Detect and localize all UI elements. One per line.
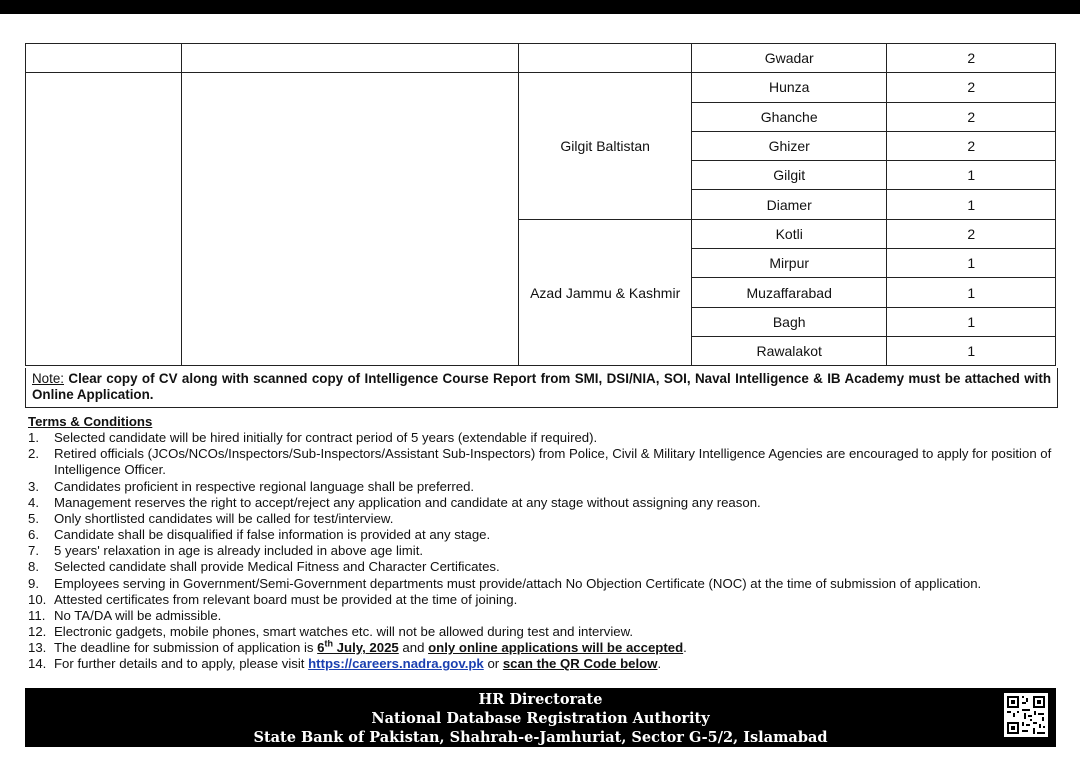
- footer-line-authority: National Database Registration Authority: [371, 710, 710, 727]
- item-text: Employees serving in Government/Semi-Government departments must provide/attach No Objection Certificate (NOC) at the time of submission of application.: [54, 575, 982, 591]
- list-item: [28, 543, 1058, 559]
- bottom-margin: [0, 761, 1080, 775]
- district-cell: Gwadar: [691, 44, 887, 73]
- footer-line-directorate: HR Directorate: [478, 691, 603, 708]
- online-only-emphasis: only online applications will be accepted: [428, 640, 684, 656]
- district-cell: Ghanche: [691, 102, 887, 131]
- item-text: .: [657, 656, 662, 672]
- list-item: [28, 430, 1058, 446]
- item-number: 6.: [28, 527, 39, 543]
- seats-cell: 1: [887, 190, 1056, 219]
- table-cell-blank: [182, 44, 519, 73]
- list-item: [28, 592, 1058, 608]
- table-cell-blank: [26, 73, 182, 366]
- list-item: [28, 624, 1058, 640]
- table-row: [26, 73, 1056, 102]
- region-cell: Azad Jammu & Kashmir: [519, 219, 692, 365]
- district-cell: Hunza: [691, 73, 887, 102]
- item-number: 5.: [28, 510, 39, 526]
- item-text: Electronic gadgets, mobile phones, smart watches etc. will not be allowed during test and interview.: [54, 624, 634, 640]
- footer-banner: [25, 688, 1056, 747]
- item-number: 1.: [28, 430, 39, 446]
- item-text: Selected candidate will be hired initially for contract period of 5 years (extendable if required).: [54, 430, 598, 446]
- district-cell: Muzaffarabad: [691, 278, 887, 307]
- item-text: or: [483, 656, 503, 672]
- item-number: 8.: [28, 559, 39, 575]
- item-text: Attested certificates from relevant board must be provided at the time of joining.: [54, 591, 518, 607]
- item-text: Candidate shall be disqualified if false information is provided at any stage.: [54, 527, 491, 543]
- item-number: 7.: [28, 543, 39, 559]
- list-item: [28, 608, 1058, 624]
- region-cell: Gilgit Baltistan: [519, 73, 692, 219]
- seats-cell: 2: [887, 131, 1056, 160]
- district-cell: Ghizer: [691, 131, 887, 160]
- list-item: [28, 559, 1058, 575]
- item-text: No TA/DA will be admissible.: [54, 607, 222, 623]
- seats-cell: 1: [887, 161, 1056, 190]
- list-item: [28, 527, 1058, 543]
- top-border-bar: [0, 0, 1080, 14]
- item-text: Retired officials (JCOs/NCOs/Inspectors/Sub-Inspectors/Assistant Sub-Inspectors) from Police, Civil & Military Intelligence Agencies are encouraged to apply for position of Intelligence Officer.: [54, 446, 1052, 478]
- deadline-day-suffix: th: [324, 638, 334, 649]
- list-item: [28, 511, 1058, 527]
- item-text: For further details and to apply, please visit: [54, 656, 309, 672]
- item-text: Candidates proficient in respective regional language shall be preferred.: [54, 478, 475, 494]
- item-text: The deadline for submission of application is: [54, 640, 318, 656]
- list-item: [28, 576, 1058, 592]
- seats-cell: 2: [887, 219, 1056, 248]
- district-cell: Kotli: [691, 219, 887, 248]
- note-box: [25, 368, 1058, 408]
- deadline-day: 6: [317, 640, 325, 656]
- seats-cell: 2: [887, 102, 1056, 131]
- item-number: 3.: [28, 478, 39, 494]
- list-item-apply: [28, 656, 1058, 672]
- terms-list: [28, 430, 1058, 672]
- district-cell: Mirpur: [691, 249, 887, 278]
- deadline-date: [317, 640, 399, 655]
- item-number: 11.: [28, 607, 46, 623]
- list-item: [28, 495, 1058, 511]
- list-item: [28, 446, 1058, 478]
- item-number: 4.: [28, 494, 39, 510]
- qr-instruction-emphasis: scan the QR Code below: [502, 656, 658, 672]
- seats-cell: 2: [887, 73, 1056, 102]
- table-cell-blank: [26, 44, 182, 73]
- seats-cell: 1: [887, 307, 1056, 336]
- item-number: 10.: [28, 591, 47, 607]
- district-cell: Rawalakot: [691, 336, 887, 365]
- list-item-deadline: [28, 640, 1058, 656]
- note-text: Clear copy of CV along with scanned copy of Intelligence Course Report from SMI, DSI/NIA, SOI, Naval Intelligence & IB Academy must be attached with Online Application.: [32, 371, 1051, 402]
- seats-cell: 2: [887, 44, 1056, 73]
- seats-cell: 1: [887, 249, 1056, 278]
- item-text: 5 years' relaxation in age is already included in above age limit.: [54, 543, 424, 559]
- note-label: Note:: [32, 371, 65, 386]
- terms-title: Terms & Conditions: [28, 414, 153, 429]
- item-number: 9.: [28, 575, 39, 591]
- deadline-month-year: July, 2025: [333, 640, 399, 656]
- item-text: Selected candidate shall provide Medical Fitness and Character Certificates.: [54, 559, 500, 575]
- table-row: [26, 44, 1056, 73]
- seats-cell: 1: [887, 336, 1056, 365]
- footer-line-address: State Bank of Pakistan, Shahrah-e-Jamhuriat, Sector G-5/2, Islamabad: [253, 729, 828, 746]
- item-text: Only shortlisted candidates will be called for test/interview.: [54, 510, 394, 526]
- district-cell: Gilgit: [691, 161, 887, 190]
- qr-code-graphic: [1004, 693, 1048, 737]
- item-text: .: [683, 640, 687, 656]
- careers-link[interactable]: https://careers.nadra.gov.pk: [308, 656, 484, 672]
- item-number: 2.: [28, 446, 39, 462]
- seats-cell: 1: [887, 278, 1056, 307]
- item-number: 13.: [28, 640, 47, 656]
- item-text: Management reserves the right to accept/reject any application and candidate at any stage without assigning any reason.: [54, 494, 761, 510]
- item-number: 12.: [28, 624, 47, 640]
- district-cell: Diamer: [691, 190, 887, 219]
- list-item: [28, 479, 1058, 495]
- district-cell: Bagh: [691, 307, 887, 336]
- terms-section: [28, 414, 1058, 673]
- qr-code-icon[interactable]: [1004, 693, 1048, 737]
- region-cell: [519, 44, 692, 73]
- vacancy-table: [25, 43, 1056, 366]
- item-number: 14.: [28, 656, 47, 672]
- item-text: and: [398, 640, 429, 656]
- table-cell-blank: [182, 73, 519, 366]
